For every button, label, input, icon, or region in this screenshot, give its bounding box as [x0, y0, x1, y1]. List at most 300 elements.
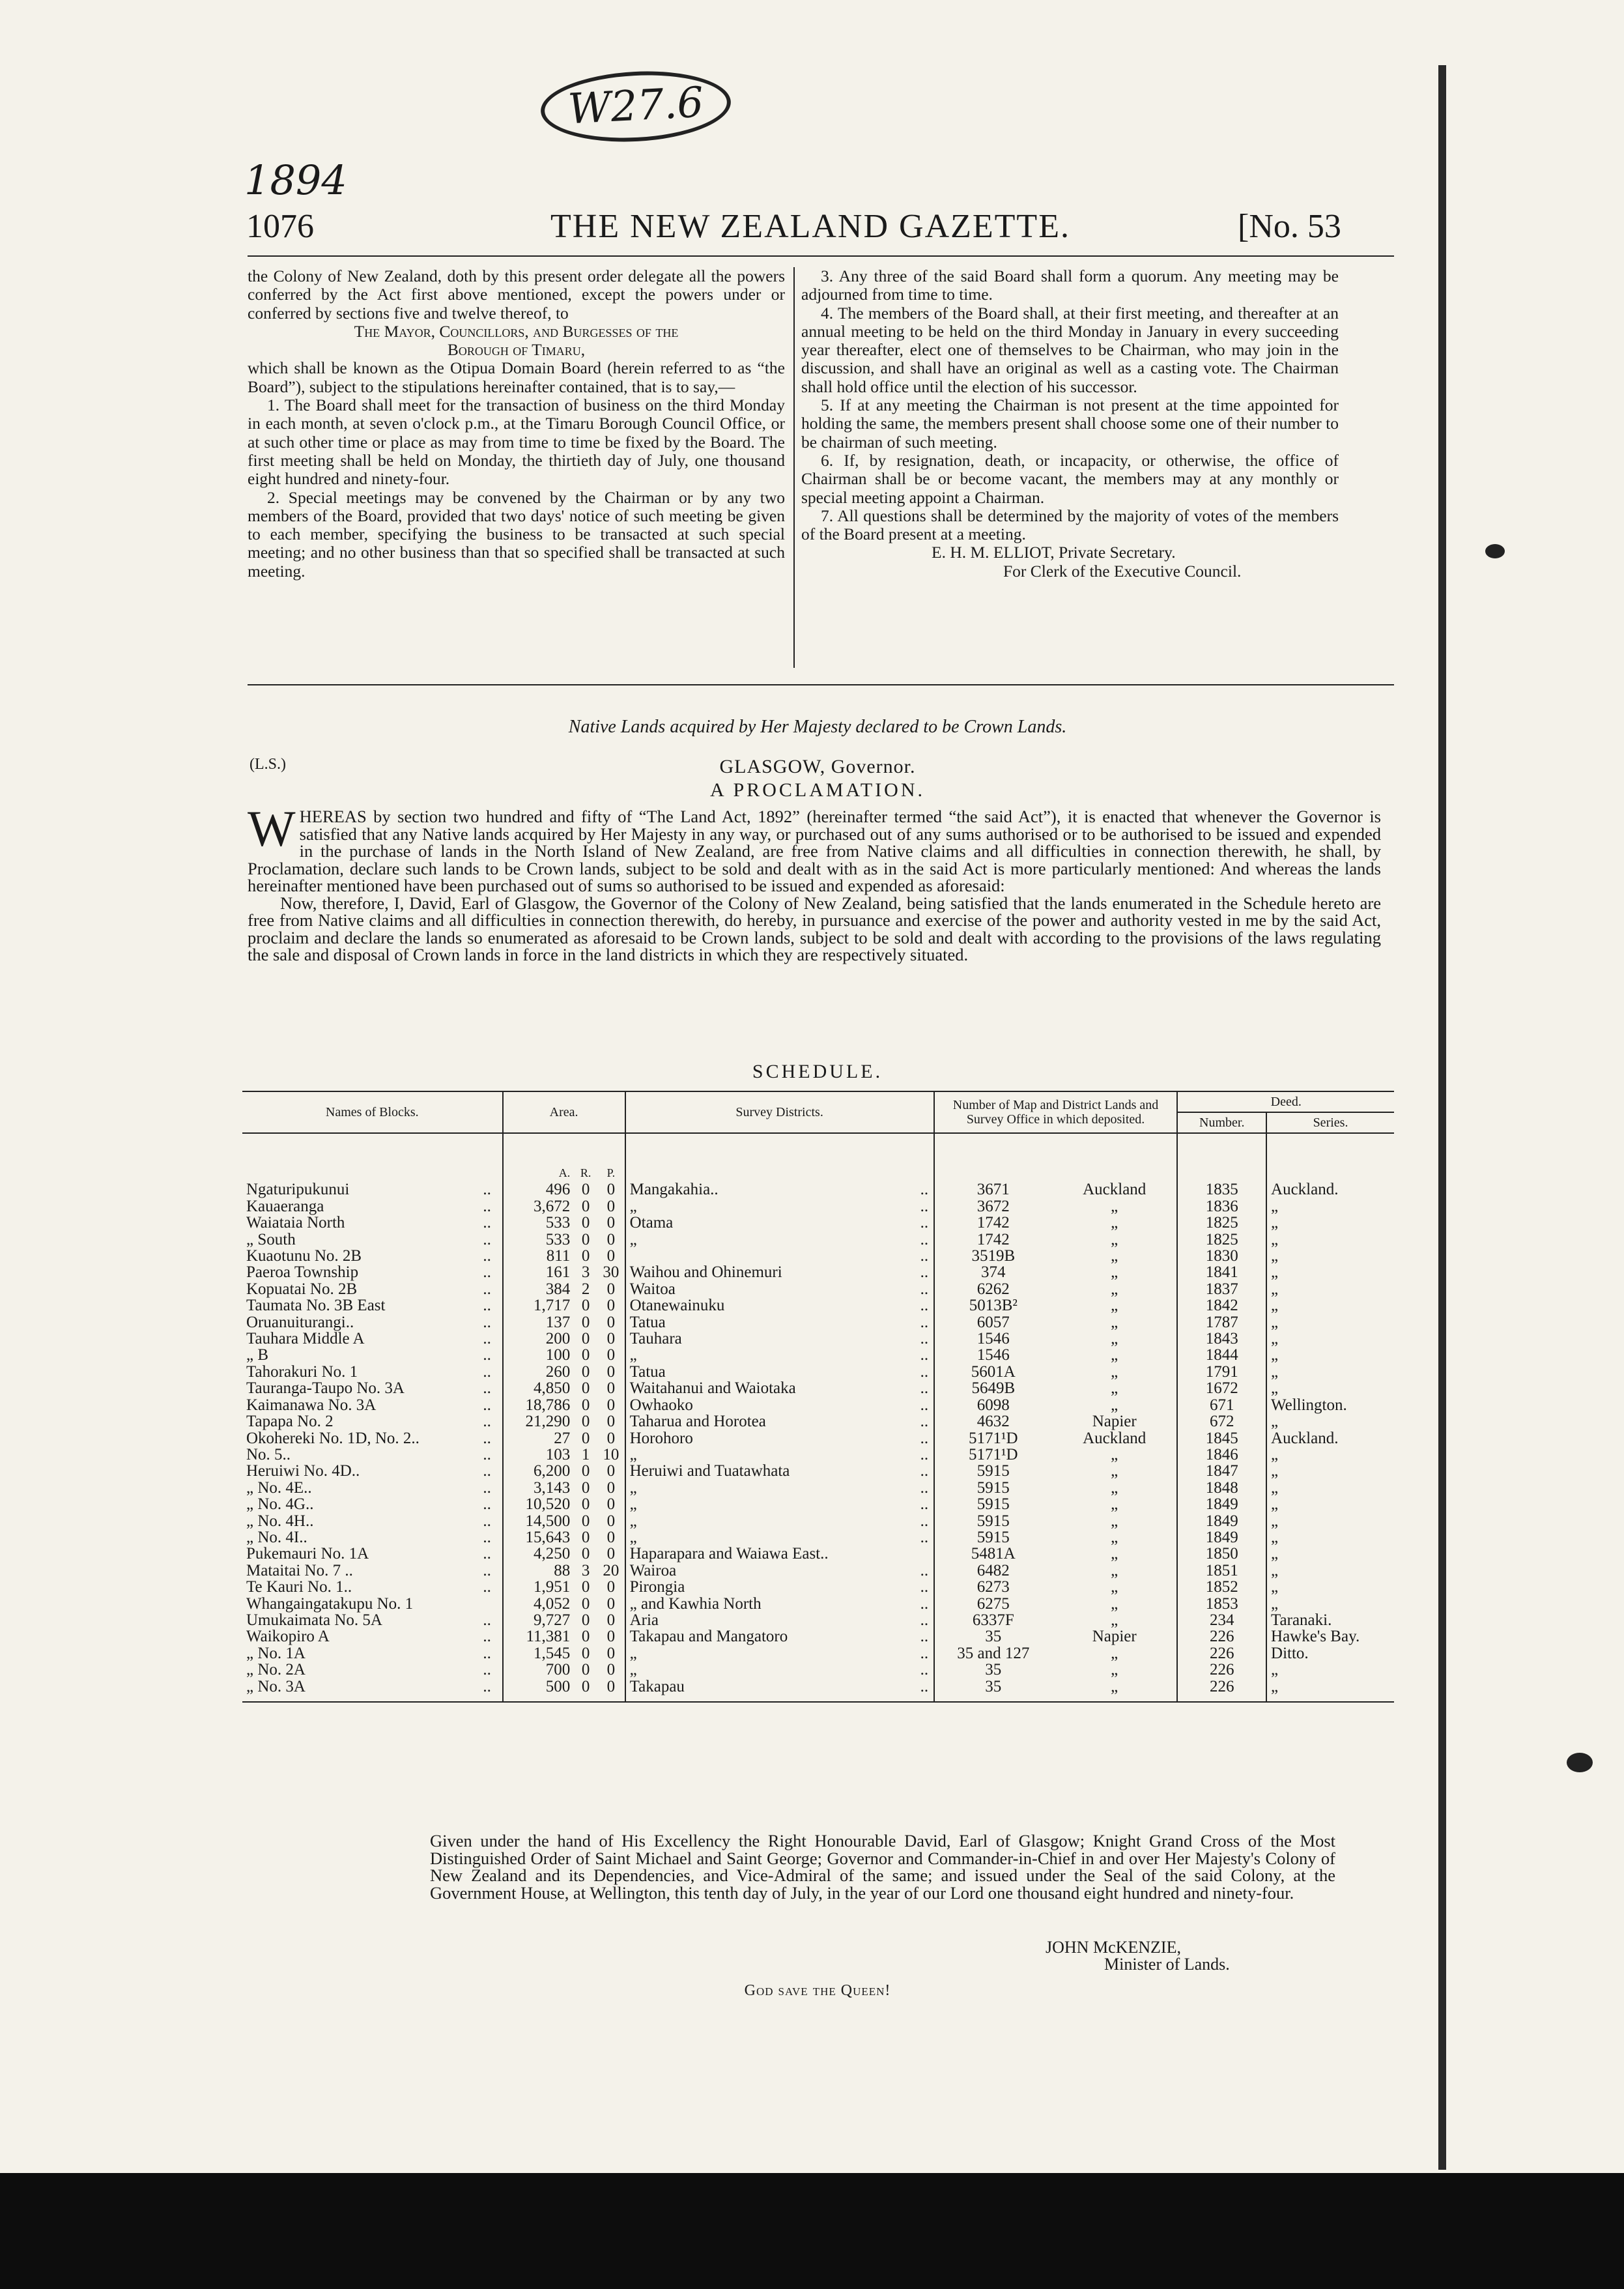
cell-a: 1,951 — [503, 1579, 575, 1595]
cell-map: 35 — [934, 1628, 1052, 1645]
cell-name: „ No. 2A — [246, 1661, 306, 1679]
cell-d2: .. — [915, 1678, 934, 1702]
cell-series: „ — [1266, 1264, 1394, 1280]
cell-office: „ — [1111, 1661, 1118, 1679]
cell-num: 1825 — [1177, 1215, 1266, 1231]
cell-d1: .. — [483, 1512, 491, 1530]
cell-survey: „ — [625, 1347, 915, 1363]
handwritten-year: 1894 — [244, 156, 347, 204]
cell-survey: „ — [625, 1480, 915, 1496]
cell-name: Whangaingatakupu No. 1 — [246, 1594, 414, 1613]
cell-d1: .. — [483, 1181, 491, 1199]
cell-map: 6337F — [934, 1612, 1052, 1628]
cell-d2: .. — [920, 1330, 929, 1348]
schedule-row — [242, 1496, 1394, 1512]
cell-d2: .. — [920, 1247, 929, 1265]
cell-survey: Otanewainuku — [625, 1297, 915, 1314]
cell-map: 5915 — [934, 1463, 1052, 1479]
cell-d1: .. — [483, 1545, 491, 1563]
cell-map: 1546 — [934, 1347, 1052, 1363]
cell-r: 0 — [581, 1628, 590, 1646]
cell-d1: .. — [483, 1396, 491, 1414]
cell-office: „ — [1111, 1330, 1118, 1348]
cell-name: „ No. 4I.. — [246, 1528, 307, 1546]
cell-series: „ — [1266, 1662, 1394, 1678]
schedule-row — [242, 1596, 1394, 1612]
schedule-row — [242, 1413, 1394, 1430]
cell-a: 4,250 — [503, 1546, 575, 1562]
cell-d1: .. — [483, 1429, 491, 1447]
cell-d2: .. — [920, 1297, 929, 1315]
units-row — [242, 1133, 1394, 1181]
spacer-cell — [934, 1133, 1052, 1181]
cell-r: 0 — [581, 1214, 590, 1232]
cell-d2: .. — [920, 1445, 929, 1463]
cell-r: 0 — [581, 1478, 590, 1497]
cell-series: „ — [1266, 1596, 1394, 1612]
schedule-row — [242, 1513, 1394, 1529]
schedule-row — [242, 1645, 1394, 1662]
cell-series: „ — [1266, 1331, 1394, 1347]
cell-d1: .. — [483, 1661, 491, 1679]
proclamation-para-2: Now, therefore, I, David, Earl of Glasgow, the Governor of the Colony of New Zealand, being satisfied that the lands enumerated in the Schedule hereto are free from Native claims and all difficulties in connection therewith, do hereby, in pursuance and exercise of the power and authority vested in me by the said Act, proclaim and declare the lands so enumerated as aforesaid to be Crown lands, subject to be sold and dealt with according to the provisions of the laws regulating the sale and disposal of Crown lands in force in the land districts in which they are respectively situated. — [248, 893, 1381, 964]
minister-signature — [1046, 1939, 1230, 1973]
header-area: Area. — [503, 1091, 625, 1133]
cell-p: 0 — [606, 1346, 616, 1364]
cell-office: „ — [1111, 1313, 1118, 1331]
cell-a: 100 — [503, 1347, 575, 1363]
cell-p: 0 — [606, 1611, 616, 1629]
cell-name: Kaimanawa No. 3A — [246, 1396, 377, 1414]
cell-num: 226 — [1177, 1678, 1266, 1702]
cell-a: 4,052 — [503, 1596, 575, 1612]
cell-a: 3,143 — [503, 1480, 575, 1496]
header-deed-series: Series. — [1266, 1112, 1394, 1133]
cell-survey: Takapau and Mangatoro — [625, 1628, 915, 1645]
cell-series: „ — [1266, 1546, 1394, 1562]
cell-name: Kauaeranga — [246, 1197, 324, 1215]
right-para-1: 3. Any three of the said Board shall form a quorum. Any meeting may be adjourned from time to time. — [801, 266, 1339, 304]
cell-d1: .. — [483, 1280, 491, 1298]
right-column — [801, 267, 1339, 581]
spacer-cell — [472, 1133, 503, 1181]
cell-p: 0 — [606, 1181, 616, 1199]
cell-a: 103 — [503, 1447, 575, 1463]
proclamation-title: A PROCLAMATION. — [709, 779, 926, 801]
cell-d1: .. — [483, 1313, 491, 1331]
cell-d1: .. — [483, 1561, 491, 1579]
seal-mark: (L.S.) — [249, 756, 286, 773]
signature-secretary: E. H. M. ELLIOT, Private Secretary. — [932, 543, 1176, 562]
cell-r: 0 — [581, 1297, 590, 1315]
cell-p: 0 — [606, 1495, 616, 1514]
cell-a: 14,500 — [503, 1513, 575, 1529]
cell-p: 0 — [606, 1545, 616, 1563]
scan-edge-mark — [1438, 65, 1446, 2170]
cell-r: 1 — [581, 1445, 590, 1463]
schedule-row — [242, 1347, 1394, 1363]
schedule-row — [242, 1215, 1394, 1231]
schedule-row — [242, 1380, 1394, 1396]
cell-num: 1852 — [1177, 1579, 1266, 1595]
cell-p: 0 — [606, 1280, 616, 1298]
cell-office: „ — [1111, 1462, 1118, 1480]
cell-office: „ — [1111, 1528, 1118, 1546]
scan-speck — [1485, 544, 1505, 558]
cell-num: 1837 — [1177, 1281, 1266, 1297]
cell-name: „ B — [246, 1346, 269, 1364]
cell-survey: „ — [625, 1513, 915, 1529]
header-names-of-blocks: Names of Blocks. — [242, 1091, 503, 1133]
cell-num: 226 — [1177, 1628, 1266, 1645]
schedule-title: SCHEDULE. — [752, 1061, 883, 1082]
cell-name: Waikopiro A — [246, 1628, 330, 1646]
cell-map: 4632 — [934, 1413, 1052, 1430]
schedule-row — [242, 1662, 1394, 1678]
cell-r: 2 — [581, 1280, 590, 1298]
cell-d1: .. — [472, 1678, 503, 1702]
cell-map: 5915 — [934, 1529, 1052, 1546]
cell-series: „ — [1266, 1496, 1394, 1512]
cell-a: 3,672 — [503, 1198, 575, 1215]
cell-series: „ — [1266, 1297, 1394, 1314]
unit-p: P. — [606, 1166, 616, 1179]
cell-p: 0 — [606, 1478, 616, 1497]
left-column — [248, 267, 785, 581]
cell-series: „ — [1266, 1413, 1394, 1430]
cell-d1: .. — [483, 1528, 491, 1546]
cell-map: 6098 — [934, 1397, 1052, 1413]
cell-d2: .. — [920, 1181, 929, 1199]
cell-survey: „ — [625, 1496, 915, 1512]
left-para-2a: The Mayor, Councillors, and Burgesses of the — [354, 321, 679, 341]
cell-num: 226 — [1177, 1662, 1266, 1678]
issue-number: [No. 53 — [1238, 208, 1341, 245]
cell-map: 35 — [934, 1678, 1052, 1702]
cell-num: 1846 — [1177, 1447, 1266, 1463]
cell-name: Okohereki No. 1D, No. 2.. — [246, 1429, 420, 1447]
cell-r: 0 — [581, 1396, 590, 1414]
cell-survey: Horohoro — [625, 1430, 915, 1447]
cell-r: 0 — [581, 1413, 590, 1431]
cell-a: 700 — [503, 1662, 575, 1678]
cell-num: 1830 — [1177, 1248, 1266, 1264]
schedule-row — [242, 1181, 1394, 1198]
cell-name: Taumata No. 3B East — [246, 1297, 386, 1315]
cell-series: Auckland. — [1266, 1430, 1394, 1447]
cell-a: 11,381 — [503, 1628, 575, 1645]
cell-series: Ditto. — [1266, 1645, 1394, 1662]
cell-series: „ — [1266, 1463, 1394, 1479]
schedule-row — [242, 1529, 1394, 1546]
cell-survey: Aria — [625, 1612, 915, 1628]
minister-title: Minister of Lands. — [1104, 1955, 1230, 1974]
cell-name: No. 5.. — [246, 1445, 291, 1463]
cell-r: 0 — [581, 1313, 590, 1331]
cell-series: Taranaki. — [1266, 1612, 1394, 1628]
cell-map: 1742 — [934, 1231, 1052, 1248]
cell-d2: .. — [920, 1413, 929, 1431]
unit-a: A. — [503, 1133, 575, 1181]
cell-office: Napier — [1092, 1413, 1137, 1431]
cell-d1: .. — [483, 1445, 491, 1463]
cell-p: 0 — [606, 1661, 616, 1679]
cell-series: „ — [1266, 1380, 1394, 1396]
cell-series: „ — [1266, 1480, 1394, 1496]
cell-a: 260 — [503, 1364, 575, 1380]
proclamation-para-1-text: HEREAS by section two hundred and fifty of “The Land Act, 1892” (hereinafter termed “the said Act”), it is enacted that whenever the Governor is satisfied that any Native lands acquired by Her Majesty in any way, or purchased out of any sums authorised or to be authorised to be issued and expended in the purchase of lands in the North Island of New Zealand, are free from Native claims and all difficulties in connection therewith, he shall, by Proclamation, declare such lands to be Crown lands, subject to be sold and dealt with as in the said Act is more particularly mentioned: And whereas the lands hereinafter mentioned have been purchased out of sums so authorised to be issued and expended as aforesaid: — [248, 807, 1381, 895]
spacer-cell — [625, 1133, 915, 1181]
cell-p: 0 — [606, 1330, 616, 1348]
cell-num: 1787 — [1177, 1314, 1266, 1331]
given-under-hand: Given under the hand of His Excellency the Right Honourable David, Earl of Glasgow; Knight Grand Cross of the Most Distinguished Order of Saint Michael and Saint George; Governor and Commander-in-Chief in and over Her Majesty's Colony of New Zealand and its Dependencies, and Vice-Admiral of the same; and issued under the Seal of the said Colony, at the Government House, at Wellington, this tenth day of July, in the year of our Lord one thousand eight hundred and ninety-four. — [430, 1831, 1335, 1903]
cell-series: „ — [1266, 1447, 1394, 1463]
cell-num: 1825 — [1177, 1231, 1266, 1248]
schedule-row — [242, 1248, 1394, 1264]
cell-r: 0 — [581, 1429, 590, 1447]
cell-survey: Waitahanui and Waiotaka — [625, 1380, 915, 1396]
cell-a: 137 — [503, 1314, 575, 1331]
cell-office: „ — [1111, 1611, 1118, 1629]
cell-office: „ — [1111, 1594, 1118, 1613]
cell-name: Mataitai No. 7 .. — [246, 1561, 353, 1579]
cell-d1: .. — [483, 1495, 491, 1514]
cell-r: 0 — [581, 1247, 590, 1265]
cell-d2: .. — [920, 1230, 929, 1248]
cell-d2: .. — [920, 1263, 929, 1282]
cell-r: 0 — [581, 1661, 590, 1679]
cell-a: 15,643 — [503, 1529, 575, 1546]
cell-p: 0 — [606, 1230, 616, 1248]
cell-r: 0 — [581, 1181, 590, 1199]
cell-name: „ No. 4E.. — [246, 1478, 312, 1497]
cell-d2: .. — [920, 1429, 929, 1447]
cell-office: „ — [1111, 1379, 1118, 1398]
cell-series: „ — [1266, 1314, 1394, 1331]
cell-d1: .. — [483, 1644, 491, 1662]
cell-map: 5481A — [934, 1546, 1052, 1562]
cell-d1: .. — [483, 1462, 491, 1480]
right-para-2: 4. The members of the Board shall, at their first meeting, and thereafter at an annual meeting to be held on the third Monday in January in every succeeding year thereafter, elect one of themselves to be Chairman, who may join in the discussion, and shall have an original as well as a casting vote. The Chairman shall hold office until the election of his successor. — [801, 303, 1339, 396]
schedule-row — [242, 1546, 1394, 1562]
archive-stamp: W27.6 — [539, 66, 732, 146]
cell-survey: Waihou and Ohinemuri — [625, 1264, 915, 1280]
cell-p: 0 — [606, 1644, 616, 1662]
cell-office: „ — [1111, 1346, 1118, 1364]
cell-office: „ — [1111, 1512, 1118, 1530]
cell-a: 200 — [503, 1331, 575, 1347]
cell-survey: Tatua — [625, 1314, 915, 1331]
schedule-row — [242, 1430, 1394, 1447]
spacer-cell — [1177, 1133, 1266, 1181]
cell-office: „ — [1111, 1263, 1118, 1282]
cell-survey: Heruiwi and Tuatawhata — [625, 1463, 915, 1479]
cell-d2: .. — [920, 1214, 929, 1232]
cell-office: „ — [1111, 1578, 1118, 1596]
signature-clerk: For Clerk of the Executive Council. — [1003, 561, 1242, 581]
cell-d2: .. — [920, 1628, 929, 1646]
cell-p: 30 — [603, 1263, 620, 1282]
cell-num: 1847 — [1177, 1463, 1266, 1479]
cell-name: „ No. 1A — [246, 1644, 306, 1662]
cell-name: Pukemauri No. 1A — [246, 1545, 369, 1563]
cell-num: 1851 — [1177, 1562, 1266, 1579]
cell-d2: .. — [920, 1313, 929, 1331]
cell-r: 0 — [581, 1644, 590, 1662]
cell-r: 3 — [581, 1561, 590, 1579]
cell-name: Ngaturipukunui — [246, 1181, 350, 1199]
cell-d2: .. — [920, 1611, 929, 1629]
left-para-5: 2. Special meetings may be convened by the Chairman or by any two members of the Board, provided that two days' notice of such meeting be given to each member, specifying the business to be transacted at such special meeting; and no other business than that so specified shall be transacted at such meeting. — [248, 487, 785, 581]
schedule-row — [242, 1678, 1394, 1702]
cell-survey: „ — [625, 1447, 915, 1463]
cell-r: 0 — [581, 1611, 590, 1629]
cell-office: „ — [1111, 1545, 1118, 1563]
cell-p: 0 — [606, 1214, 616, 1232]
cell-num: 1672 — [1177, 1380, 1266, 1396]
cell-d2: .. — [920, 1644, 929, 1662]
cell-d1: .. — [483, 1247, 491, 1265]
cell-d1: .. — [483, 1263, 491, 1282]
schedule-row — [242, 1314, 1394, 1331]
cell-survey: „ and Kawhia North — [625, 1596, 915, 1612]
schedule-row — [242, 1397, 1394, 1413]
cell-survey: Tauhara — [625, 1331, 915, 1347]
left-para-3: which shall be known as the Otipua Domain Board (herein referred to as “the Board”), subject to the stipulations hereinafter contained, that is to say,— — [248, 358, 785, 396]
cell-p: 0 — [597, 1678, 625, 1702]
cell-office: Auckland — [1083, 1181, 1147, 1199]
cell-p: 0 — [606, 1313, 616, 1331]
cell-a: 1,545 — [503, 1645, 575, 1662]
cell-name: Kuaotunu No. 2B — [246, 1247, 362, 1265]
cell-num: 671 — [1177, 1397, 1266, 1413]
cell-d2: .. — [920, 1346, 929, 1364]
cell-r: 0 — [574, 1678, 597, 1702]
cell-office: „ — [1111, 1280, 1118, 1298]
header-deed-number: Number. — [1177, 1112, 1266, 1133]
schedule-row — [242, 1281, 1394, 1297]
cell-p: 20 — [603, 1561, 620, 1579]
cell-series: „ — [1266, 1248, 1394, 1264]
cell-d2: .. — [920, 1197, 929, 1215]
cell-p: 0 — [606, 1362, 616, 1381]
cell-map: 5171¹D — [934, 1430, 1052, 1447]
schedule-row — [242, 1447, 1394, 1463]
cell-r: 0 — [581, 1330, 590, 1348]
cell-d2: .. — [920, 1280, 929, 1298]
cell-a: 6,200 — [503, 1463, 575, 1479]
proclamation-body — [248, 800, 1381, 964]
cell-map: 5171¹D — [934, 1447, 1052, 1463]
section-rule — [248, 684, 1394, 685]
cell-num: 1843 — [1177, 1331, 1266, 1347]
right-para-3: 5. If at any meeting the Chairman is not present at the time appointed for holding the same, the members present shall choose some one of their number to be chairman of such meeting. — [801, 396, 1339, 452]
cell-r: 0 — [581, 1462, 590, 1480]
cell-d2: .. — [920, 1578, 929, 1596]
schedule-row — [242, 1331, 1394, 1347]
cell-series: „ — [1266, 1513, 1394, 1529]
cell-map: 6057 — [934, 1314, 1052, 1331]
cell-d1: .. — [483, 1346, 491, 1364]
schedule-row — [242, 1264, 1394, 1280]
cell-r: 0 — [581, 1578, 590, 1596]
cell-name: „ No. 3A — [242, 1678, 472, 1702]
cell-map: 1546 — [934, 1331, 1052, 1347]
spacer-cell — [1266, 1133, 1394, 1181]
cell-a: 500 — [503, 1678, 575, 1702]
cell-map: 35 and 127 — [934, 1645, 1052, 1662]
cell-office: „ — [1111, 1362, 1118, 1381]
cell-map: 5013B² — [934, 1297, 1052, 1314]
cell-survey: Takapau — [625, 1678, 915, 1702]
cell-name: Tauhara Middle A — [246, 1330, 365, 1348]
cell-d1 — [472, 1596, 503, 1612]
schedule-row — [242, 1364, 1394, 1380]
governor-line: GLASGOW, Governor. — [719, 756, 916, 777]
cell-d1: .. — [483, 1330, 491, 1348]
cell-series: „ — [1266, 1198, 1394, 1215]
cell-series: „ — [1266, 1347, 1394, 1363]
cell-survey: Wairoa — [625, 1562, 915, 1579]
cell-num: 1791 — [1177, 1364, 1266, 1380]
cell-d1: .. — [483, 1297, 491, 1315]
cell-name: Kopuatai No. 2B — [246, 1280, 358, 1298]
cell-map: 5601A — [934, 1364, 1052, 1380]
cell-num: 1835 — [1177, 1181, 1266, 1198]
cell-series: „ — [1266, 1215, 1394, 1231]
cell-survey: Mangakahia.. — [625, 1181, 915, 1198]
left-para-1: the Colony of New Zealand, doth by this present order delegate all the powers conferred by the Act first above mentioned, except the powers under or conferred by sections five and twelve thereof, to — [248, 266, 785, 323]
cell-r: 0 — [581, 1512, 590, 1530]
schedule-table — [242, 1091, 1394, 1703]
schedule-row — [242, 1463, 1394, 1479]
cell-map: 6262 — [934, 1281, 1052, 1297]
schedule-row — [242, 1579, 1394, 1595]
cell-num: 1853 — [1177, 1596, 1266, 1612]
cell-d1: .. — [483, 1230, 491, 1248]
cell-p: 0 — [606, 1628, 616, 1646]
cell-d1: .. — [483, 1611, 491, 1629]
proclamation-caption: Native Lands acquired by Her Majesty declared to be Crown Lands. — [568, 717, 1067, 737]
cell-name: Oruanuiturangi.. — [246, 1313, 354, 1331]
cell-p: 10 — [603, 1445, 620, 1463]
cell-a: 161 — [503, 1264, 575, 1280]
cell-d2: .. — [920, 1512, 929, 1530]
cell-name: „ No. 4H.. — [246, 1512, 314, 1530]
cell-r: 0 — [581, 1346, 590, 1364]
header-survey-districts: Survey Districts. — [625, 1091, 934, 1133]
cell-d1: .. — [483, 1628, 491, 1646]
cell-d2: .. — [920, 1594, 929, 1613]
cell-p: 0 — [606, 1578, 616, 1596]
cell-a: 27 — [503, 1430, 575, 1447]
right-para-5: 7. All questions shall be determined by the majority of votes of the members of the Board present at a meeting. — [801, 506, 1339, 544]
cell-name: Waiataia North — [246, 1214, 345, 1232]
cell-survey: Otama — [625, 1215, 915, 1231]
cell-p: 0 — [606, 1512, 616, 1530]
cell-d2: .. — [920, 1561, 929, 1579]
cell-series: „ — [1266, 1281, 1394, 1297]
cell-survey: „ — [625, 1529, 915, 1546]
cell-office: „ — [1111, 1197, 1118, 1215]
cell-p: 0 — [606, 1379, 616, 1398]
cell-a: 10,520 — [503, 1496, 575, 1512]
minister-name: JOHN McKENZIE, — [1046, 1938, 1181, 1957]
cell-num: 1841 — [1177, 1264, 1266, 1280]
right-para-4: 6. If, by resignation, death, or incapacity, or otherwise, the office of Chairman shall be or become vacant, the members may at any monthly or special meeting appoint a Chairman. — [801, 450, 1339, 507]
cell-d2: .. — [920, 1528, 929, 1546]
schedule-row — [242, 1297, 1394, 1314]
